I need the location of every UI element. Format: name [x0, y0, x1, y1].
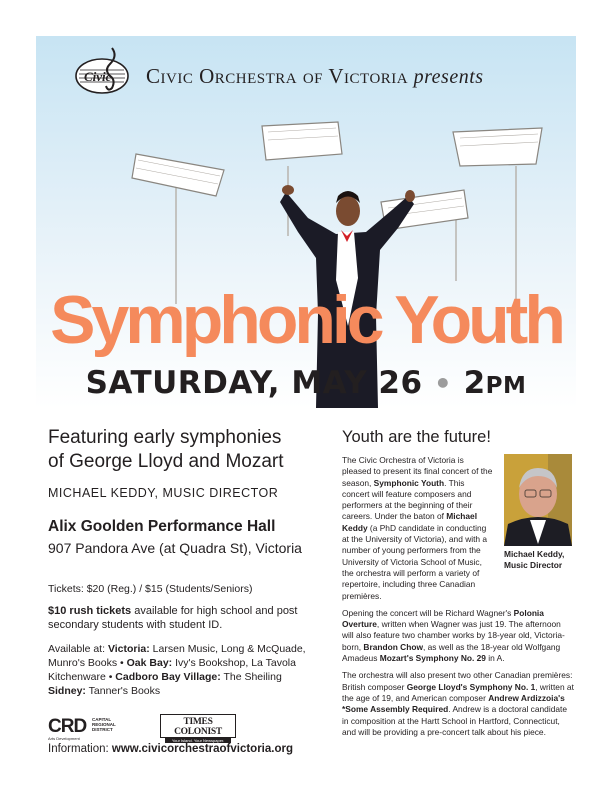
portrait-photo [504, 454, 572, 546]
p1-b: Symphonic Youth [373, 477, 445, 488]
p1-e: (a PhD candidate in conducting at the University of Victoria), and with a number of young performers from the University of Victoria School of Music, the orchestra will perform a variety of repertoire, including three Canadian premières. [342, 522, 488, 601]
p2-c: , written when Wagner was just 19. The afternoon will also feature two chamber works by 18-year old, Victoria-born, [342, 619, 565, 652]
featuring-line-1: Featuring early symphonies [48, 427, 282, 448]
info-label: Information: [48, 743, 112, 755]
event-title: Symphonic Youth [50, 282, 562, 358]
paragraph-premieres [342, 670, 574, 738]
website-link[interactable]: www.civicorchestraofvictoria.org [111, 743, 293, 755]
outlet-cadboro-bay: Cadboro Bay Village: [115, 671, 221, 683]
p3-b: George Lloyd's Symphony No. 1 [406, 681, 536, 692]
rush-text: available for high school and post secondary students with student ID. [48, 605, 298, 631]
p2-g: in A. [485, 653, 505, 664]
tc-tagline: Your Island. Your Newspaper. [165, 738, 231, 743]
rush-bold: $10 rush tickets [48, 605, 132, 617]
crd-name: CAPITAL REGIONAL DISTRICT [92, 717, 116, 732]
separator-dot: • [433, 367, 453, 400]
event-date: SATURDAY, MAY 26 [85, 365, 423, 401]
p1-a: The Civic Orchestra of Victoria is pleased to present its final concert of the season, [342, 455, 493, 488]
p1-d: Michael Keddy [342, 511, 478, 533]
caption-line-2: Music Director [504, 559, 563, 570]
event-time-suffix: PM [485, 373, 527, 399]
p1-c: . This concert will feature composers and performers at the beginning of their careers. Under the baton of [342, 477, 473, 522]
p2-b: Polonia Overture [342, 607, 544, 630]
p2-e: , as well as the 18-year old Wolfgang Amadeus [342, 641, 561, 664]
venue-address: 907 Pandora Ave (at Quadra St), Victoria [48, 540, 302, 556]
p3-d: Andrew Ardizzoia's *Some Assembly Required [342, 692, 565, 715]
crd-mark: CRD [48, 716, 87, 737]
p3-c: , written at the age of 19, and American composer [342, 681, 574, 703]
left-column [48, 426, 316, 698]
p2-f: Mozart's Symphony No. 29 [379, 653, 486, 664]
ticket-outlets [48, 642, 316, 698]
music-director-line: MICHAEL KEDDY, MUSIC DIRECTOR [48, 486, 279, 500]
outlet-oak-bay: Oak Bay: [126, 657, 173, 669]
featuring-heading [48, 426, 316, 474]
caption-line-1: Michael Keddy, [504, 549, 565, 559]
youth-heading: Youth are the future! [342, 428, 491, 446]
event-time-number: 2 [463, 365, 486, 401]
venue-name: Alix Goolden Performance Hall [48, 518, 276, 535]
outlet-cadboro-bay-text: The Sheiling [220, 671, 282, 683]
outlet-sidney: Sidney: [48, 685, 86, 697]
p3-e: . Andrew is a doctoral candidate in composition at the Hartt School in Hartford, Connecticut, and will be providing a pre-concert talk about his piece. [342, 704, 567, 737]
crd-logo [48, 716, 148, 741]
crd-sub: Arts Development [48, 736, 80, 741]
event-date-time [0, 365, 612, 401]
sponsor-logos [48, 712, 288, 743]
portrait-caption [504, 549, 564, 570]
presenter-line [146, 64, 484, 89]
tc-name: TIMES COLONIST [174, 717, 222, 737]
p2-d: Brandon Chow [363, 641, 423, 652]
treble-clef-logo-icon [74, 44, 130, 100]
orchestra-name: Civic Orchestra of Victoria [146, 64, 409, 88]
presents-word: presents [413, 66, 484, 88]
rush-tickets [48, 604, 316, 632]
outlet-oak-bay-text: Ivy's Bookshop, La Tavola Kitchenware • [48, 657, 296, 683]
paragraph-intro [342, 455, 494, 602]
featuring-line-2: of George Lloyd and Mozart [48, 451, 284, 472]
p3-a: The orchestra will also present two other Canadian premières: British composer [342, 670, 573, 692]
information-line [48, 743, 293, 755]
outlet-victoria: Victoria: [107, 643, 150, 655]
outlet-victoria-text: Larsen Music, Long & McQuade, Munro's Books • [48, 643, 306, 669]
outlet-sidney-text: Tanner's Books [85, 685, 161, 697]
paragraph-program [342, 608, 574, 664]
times-colonist-logo [160, 714, 236, 743]
svg-text:Civic: Civic [84, 69, 112, 84]
ticket-prices: Tickets: $20 (Reg.) / $15 (Students/Seniors) [48, 583, 253, 595]
p2-a: Opening the concert will be Richard Wagner's [342, 607, 514, 618]
available-label: Available at: [48, 643, 108, 655]
